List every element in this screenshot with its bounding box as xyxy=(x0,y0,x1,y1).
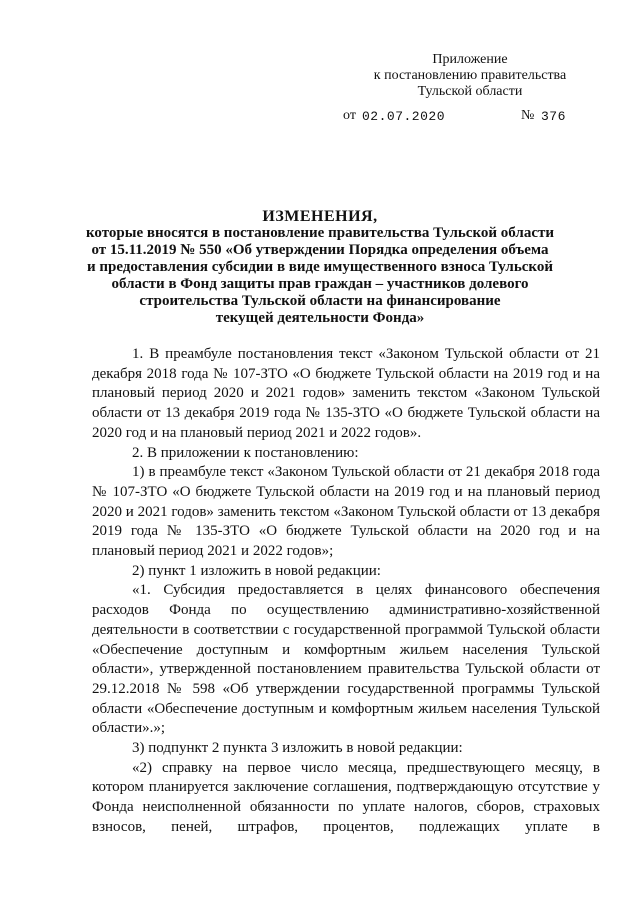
annex-block xyxy=(355,52,585,100)
paragraph-5: «1. Субсидия предоставляется в целях финансового обеспечения расходов Фонда по осуществлению административно-хозяйственной деятельности в соответствии с государственной программой Тульской области «Обеспечение доступным и комфортным жильем населения Тульской области», утвержденной постановлением правительства Тульской области от 29.12.2018 № 598 «Об утверждении государственной программы Тульской области «Обеспечение доступным и комфортным жильем населения Тульской области».»; xyxy=(92,582,600,737)
document-body xyxy=(92,345,600,838)
annex-line-2: к постановлению правительства xyxy=(373,68,567,83)
paragraph-7: «2) справку на первое число месяца, предшествующего месяцу, в котором планируется заключение соглашения, подтверждающую отсутствие у Фонда неисполненной обязанности по уплате налогов, сборов, страховых взносов, пеней, штрафов, процентов, подлежащих уплате в xyxy=(92,759,600,835)
paragraph-4: 2) пункт 1 изложить в новой редакции: xyxy=(132,562,381,579)
number-prefix: № xyxy=(521,108,535,123)
title-heading: ИЗМЕНЕНИЯ, xyxy=(262,208,378,225)
title-line: от 15.11.2019 № 550 «Об утверждении Порядка определения объема xyxy=(91,242,549,258)
title-line: которые вносятся в постановление правительства Тульской области xyxy=(85,225,555,241)
title-line: строительства Тульской области на финансирование xyxy=(139,293,501,309)
paragraph-1: 1. В преамбуле постановления текст «Законом Тульской области от 21 декабря 2018 года № 107-ЗТО «О бюджете Тульской области на 2019 год и на плановый период 2020 и 2021 годов» заменить текстом «Законом Тульской области от 13 декабря 2019 года № 135-ЗТО «О бюджете Тульской области на 2020 год и на плановый период 2021 и 2022 годов». xyxy=(92,346,600,441)
title-line: текущей деятельности Фонда» xyxy=(215,310,425,326)
annex-line-3: Тульской области xyxy=(417,84,523,99)
document-date: 02.07.2020 xyxy=(362,109,446,124)
document-title xyxy=(60,208,580,327)
date-prefix: от xyxy=(343,108,356,123)
title-line: и предоставления субсидии в виде имущественного взноса Тульской xyxy=(87,259,553,275)
paragraph-2: 2. В приложении к постановлению: xyxy=(132,444,359,461)
paragraph-6: 3) подпункт 2 пункта 3 изложить в новой редакции: xyxy=(132,740,463,757)
document-number: 376 xyxy=(541,109,566,124)
title-line: области в Фонд защиты прав граждан – участников долевого xyxy=(111,276,529,292)
annex-line-1: Приложение xyxy=(432,52,508,67)
paragraph-3: 1) в преамбуле текст «Законом Тульской области от 21 декабря 2018 года № 107-ЗТО «О бюджете Тульской области на 2019 год и на плановый период 2020 и 2021 годов» заменить текстом «Законом Тульской области от 13 декабря 2019 года № 135-ЗТО «О бюджете Тульской области на 2020 год и на плановый период 2021 и 2022 годов»; xyxy=(92,464,600,560)
